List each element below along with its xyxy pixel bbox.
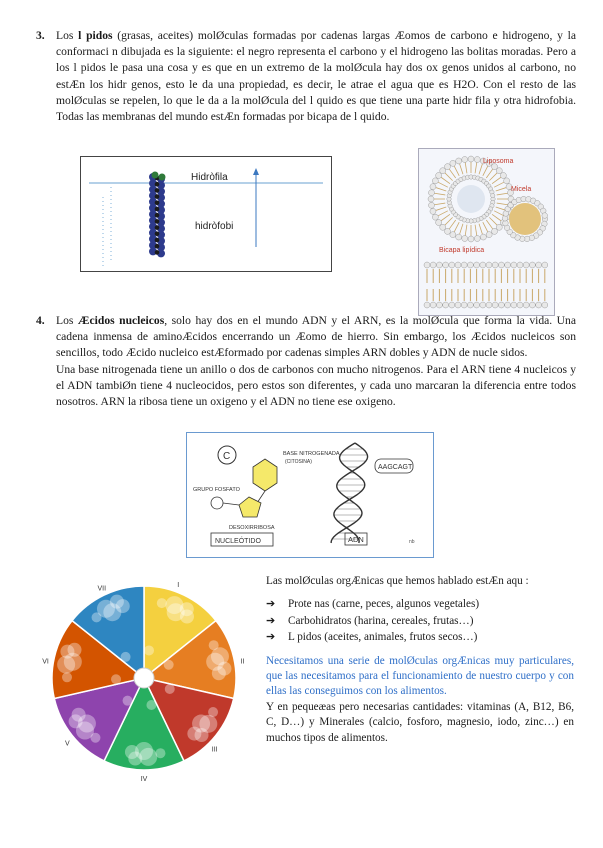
vitamins-minerals-paragraph: Y en pequeæas pero necesarias cantidades: vitaminas (A, B12, B6, C, D…) y Minerales (calcio, fosforo, magnesio, iodo, zinc…) en muchos tipos de alimentos. [266,700,574,744]
lipid-diagram [80,156,332,272]
label-micelle: Micela [511,186,532,193]
section-3-paragraph: Los l pidos (grasas, aceites) molØculas formadas por cadenas largas Æomos de carbono e hidrogeno, y la conformaci n dibujada es la siguiente: el negro representa el carbono y el hidrogeno las bolitas moradas. Pero a los l pidos le pasa una cosa y es que en un extremo de la molØcula hay dos ox genos unidos al carbono, no estÆn los hidr genos, esto le da una propiedad, es decir, le atrae el agua que es H2O. Con el resto de las molØculas se repelen, lo que le da a la molØcula del l quido es que tiene una parte hidr fila y otra hidrofobia. Todas las membranas del mundo estÆn formadas por bicapa de l quido. [56,29,577,124]
liposome-sphere [428,156,514,242]
label-liposome: Liposoma [483,158,514,165]
section-3-number: 3. [36,29,45,42]
label-phosphate: GRUPO FOSFATO [193,487,240,493]
label-base: BASE NITROGENADA [283,451,340,457]
label-sequence: AAGCAGT [378,464,413,471]
nucleotide-dna-figure [186,432,434,558]
label-hydrophobic: hidròfobi [195,221,234,232]
lipid-chain [149,172,166,258]
liposome-svg [419,149,554,315]
arrow-icon: ➔ [266,631,276,644]
label-cytosine-c: C [223,451,231,462]
food-wheel-svg [28,572,260,784]
list-item: ➔ Prote nas (carne, peces, algunos vegetales) [266,597,574,612]
food-wheel-label: II [240,658,245,666]
food-wheel [28,572,260,784]
list-item: ➔ L pidos (aceites, animales, frutos secos…) [266,630,574,645]
section-4-paragraph-1: Los Æcidos nucleicos, solo hay dos en el mundo ADN y el ARN, es la molØcula que forma la vida. Una cadena inmensa de aminoÆcidos encerrando un Æomo de hierro. Sin embargo, los Æcidos nucleicos son sencillos, todo Æcido nucleico estÆformado por cadenas simples ARN dobles y ADN de nucle sidos. [56,314,577,360]
summary-heading: Las molØculas orgÆnicas que hemos hablado estÆn aqu : [266,575,529,587]
food-wheel-label: VI [42,658,49,666]
label-sugar: DESOXIRRIBOSA [229,525,275,531]
label-signature: nb [409,539,415,545]
molecule-list [266,597,574,645]
lipid-diagram-svg [81,157,331,271]
label-dna: ADN [348,535,364,544]
label-bilayer: Bicapa lipídica [439,247,485,254]
list-item: ➔ Carbohidratos (harina, cereales, frutas…) [266,614,574,629]
section-3 [36,28,577,125]
liposome-figure [418,148,555,316]
section-4-number: 4. [36,314,45,327]
section-4-paragraph-2: Una base nitrogenada tiene un anillo o dos de carbonos con mucho nitrogenos. Para el ARN tiene 4 nucleicos y el ADN tambiØn tiene 4 nucleocidos, pero estos son diferentes, y cada uno marcaran la diferencia entre todos nosotros. ARN la ribosa tiene un oxigeno y el ADN no tiene ese oxigeno. [56,362,576,409]
arrow-icon: ➔ [266,598,276,611]
food-wheel-label: III [211,746,218,754]
food-wheel-label: V [65,740,70,748]
nucleotide-dna-svg [187,433,433,557]
label-hydrophilic: Hidròfila [191,172,228,183]
blue-paragraph: Necesitamos una serie de molØculas orgÆnicas muy particulares, que las necesitamos para el funcionamiento de nuestro cuerpo y con ellas las conseguimos con los alimentos. [266,654,574,698]
label-base-sub: (CITOSINA) [285,459,312,465]
arrow-icon: ➔ [266,614,276,627]
section-4 [36,313,577,410]
food-wheel-label: VII [97,585,107,593]
food-wheel-label: I [177,582,180,590]
label-nucleotide: NUCLEÓTIDO [215,538,261,545]
term-nucleic-acids: Æcidos nucleicos [77,314,165,327]
term-lipids: l pidos [78,29,113,42]
food-wheel-label: IV [140,776,148,783]
dna-helix [331,443,368,543]
organic-molecules-summary [266,574,574,746]
